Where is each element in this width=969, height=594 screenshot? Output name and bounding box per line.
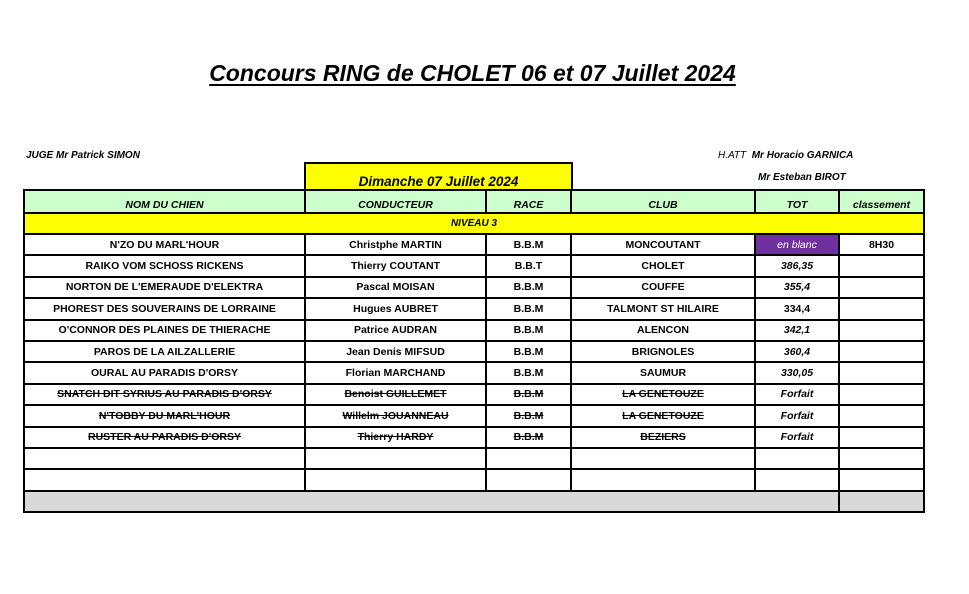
cell-conducteur: Patrice AUDRAN — [305, 320, 486, 341]
table-row — [24, 298, 924, 319]
header-row — [24, 190, 924, 213]
cell-club: TALMONT ST HILAIRE — [571, 298, 755, 319]
hatt-label: H.ATT — [718, 150, 747, 161]
cell-club: MONCOUTANT — [571, 234, 755, 255]
page-title — [0, 60, 945, 87]
cell-club: COUFFE — [571, 277, 755, 298]
table-row — [24, 320, 924, 341]
cell-tot: 330,05 — [755, 362, 839, 383]
cell-tot: Forfait — [755, 427, 839, 448]
table-row — [24, 234, 924, 255]
results-table — [23, 189, 925, 513]
empty-cell — [839, 469, 924, 490]
footer-cell — [24, 491, 839, 512]
cell-chien: O'CONNOR DES PLAINES DE THIERACHE — [24, 320, 305, 341]
hatt-name-2: Mr Esteban BIROT — [758, 172, 846, 183]
empty-cell — [486, 469, 571, 490]
empty-cell — [486, 448, 571, 469]
cell-tot: 386,35 — [755, 255, 839, 276]
cell-tot: Forfait — [755, 405, 839, 426]
cell-tot: Forfait — [755, 384, 839, 405]
cell-chien: N'ZO DU MARL'HOUR — [24, 234, 305, 255]
empty-cell — [305, 448, 486, 469]
cell-race: B.B.M — [486, 234, 571, 255]
cell-classement — [839, 320, 924, 341]
cell-conducteur: Pascal MOISAN — [305, 277, 486, 298]
cell-club: ALENCON — [571, 320, 755, 341]
cell-club: BEZIERS — [571, 427, 755, 448]
cell-conducteur: Willelm JOUANNEAU — [305, 405, 486, 426]
cell-race: B.B.M — [486, 384, 571, 405]
empty-cell — [305, 469, 486, 490]
cell-classement — [839, 405, 924, 426]
empty-cell — [839, 448, 924, 469]
empty-cell — [755, 448, 839, 469]
hatt-name-1: Mr Horacio GARNICA — [751, 150, 854, 161]
judge-label: JUGE Mr Patrick SIMON — [26, 150, 140, 161]
footer-row — [24, 491, 924, 512]
cell-classement — [839, 277, 924, 298]
cell-classement — [839, 341, 924, 362]
cell-race: B.B.M — [486, 362, 571, 383]
hatt-line-1 — [718, 150, 853, 161]
cell-classement — [839, 255, 924, 276]
cell-conducteur: Thierry HARDY — [305, 427, 486, 448]
table-row — [24, 341, 924, 362]
cell-conducteur: Christphe MARTIN — [305, 234, 486, 255]
empty-row — [24, 448, 924, 469]
cell-conducteur: Hugues AUBRET — [305, 298, 486, 319]
cell-club: LA GENETOUZE — [571, 384, 755, 405]
cell-classement — [839, 362, 924, 383]
table-row — [24, 255, 924, 276]
table-row-forfait — [24, 405, 924, 426]
cell-tot: 360,4 — [755, 341, 839, 362]
table-row — [24, 362, 924, 383]
cell-race: B.B.M — [486, 341, 571, 362]
cell-chien: RUSTER AU PARADIS D'ORSY — [24, 427, 305, 448]
col-header-conducteur: CONDUCTEUR — [305, 190, 486, 213]
cell-conducteur: Florian MARCHAND — [305, 362, 486, 383]
cell-race: B.B.M — [486, 298, 571, 319]
cell-race: B.B.M — [486, 320, 571, 341]
empty-cell — [24, 469, 305, 490]
cell-conducteur: Thierry COUTANT — [305, 255, 486, 276]
col-header-race: RACE — [486, 190, 571, 213]
table-row-forfait — [24, 384, 924, 405]
cell-chien: PAROS DE LA AILZALLERIE — [24, 341, 305, 362]
col-header-tot: TOT — [755, 190, 839, 213]
empty-row — [24, 469, 924, 490]
cell-chien: NORTON DE L'EMERAUDE D'ELEKTRA — [24, 277, 305, 298]
table-row-forfait — [24, 427, 924, 448]
cell-race: B.B.M — [486, 405, 571, 426]
cell-club: SAUMUR — [571, 362, 755, 383]
cell-chien: SNATCH DIT SYRIUS AU PARADIS D'ORSY — [24, 384, 305, 405]
footer-cell-classement — [839, 491, 924, 512]
day-banner: Dimanche 07 Juillet 2024 — [304, 162, 573, 191]
cell-conducteur: Jean Denis MIFSUD — [305, 341, 486, 362]
cell-chien: N'TOBBY DU MARL'HOUR — [24, 405, 305, 426]
cell-classement — [839, 298, 924, 319]
cell-tot: en blanc — [755, 234, 839, 255]
col-header-classement: classement — [839, 190, 924, 213]
empty-cell — [24, 448, 305, 469]
cell-club: CHOLET — [571, 255, 755, 276]
empty-cell — [571, 469, 755, 490]
col-header-chien: NOM DU CHIEN — [24, 190, 305, 213]
cell-classement — [839, 427, 924, 448]
cell-conducteur: Benoist GUILLEMET — [305, 384, 486, 405]
empty-cell — [571, 448, 755, 469]
table-row — [24, 277, 924, 298]
cell-race: B.B.T — [486, 255, 571, 276]
cell-tot: 355,4 — [755, 277, 839, 298]
cell-classement — [839, 384, 924, 405]
cell-chien: OURAL AU PARADIS D'ORSY — [24, 362, 305, 383]
cell-race: B.B.M — [486, 427, 571, 448]
level-label: NIVEAU 3 — [24, 213, 924, 234]
title-text: Concours RING de CHOLET 06 et 07 Juillet 2024 — [209, 60, 736, 86]
cell-classement: 8H30 — [839, 234, 924, 255]
cell-club: BRIGNOLES — [571, 341, 755, 362]
cell-tot: 334,4 — [755, 298, 839, 319]
cell-tot: 342,1 — [755, 320, 839, 341]
level-row — [24, 213, 924, 234]
col-header-club: CLUB — [571, 190, 755, 213]
cell-race: B.B.M — [486, 277, 571, 298]
cell-club: LA GENETOUZE — [571, 405, 755, 426]
empty-cell — [755, 469, 839, 490]
cell-chien: RAIKO VOM SCHOSS RICKENS — [24, 255, 305, 276]
cell-chien: PHOREST DES SOUVERAINS DE LORRAINE — [24, 298, 305, 319]
